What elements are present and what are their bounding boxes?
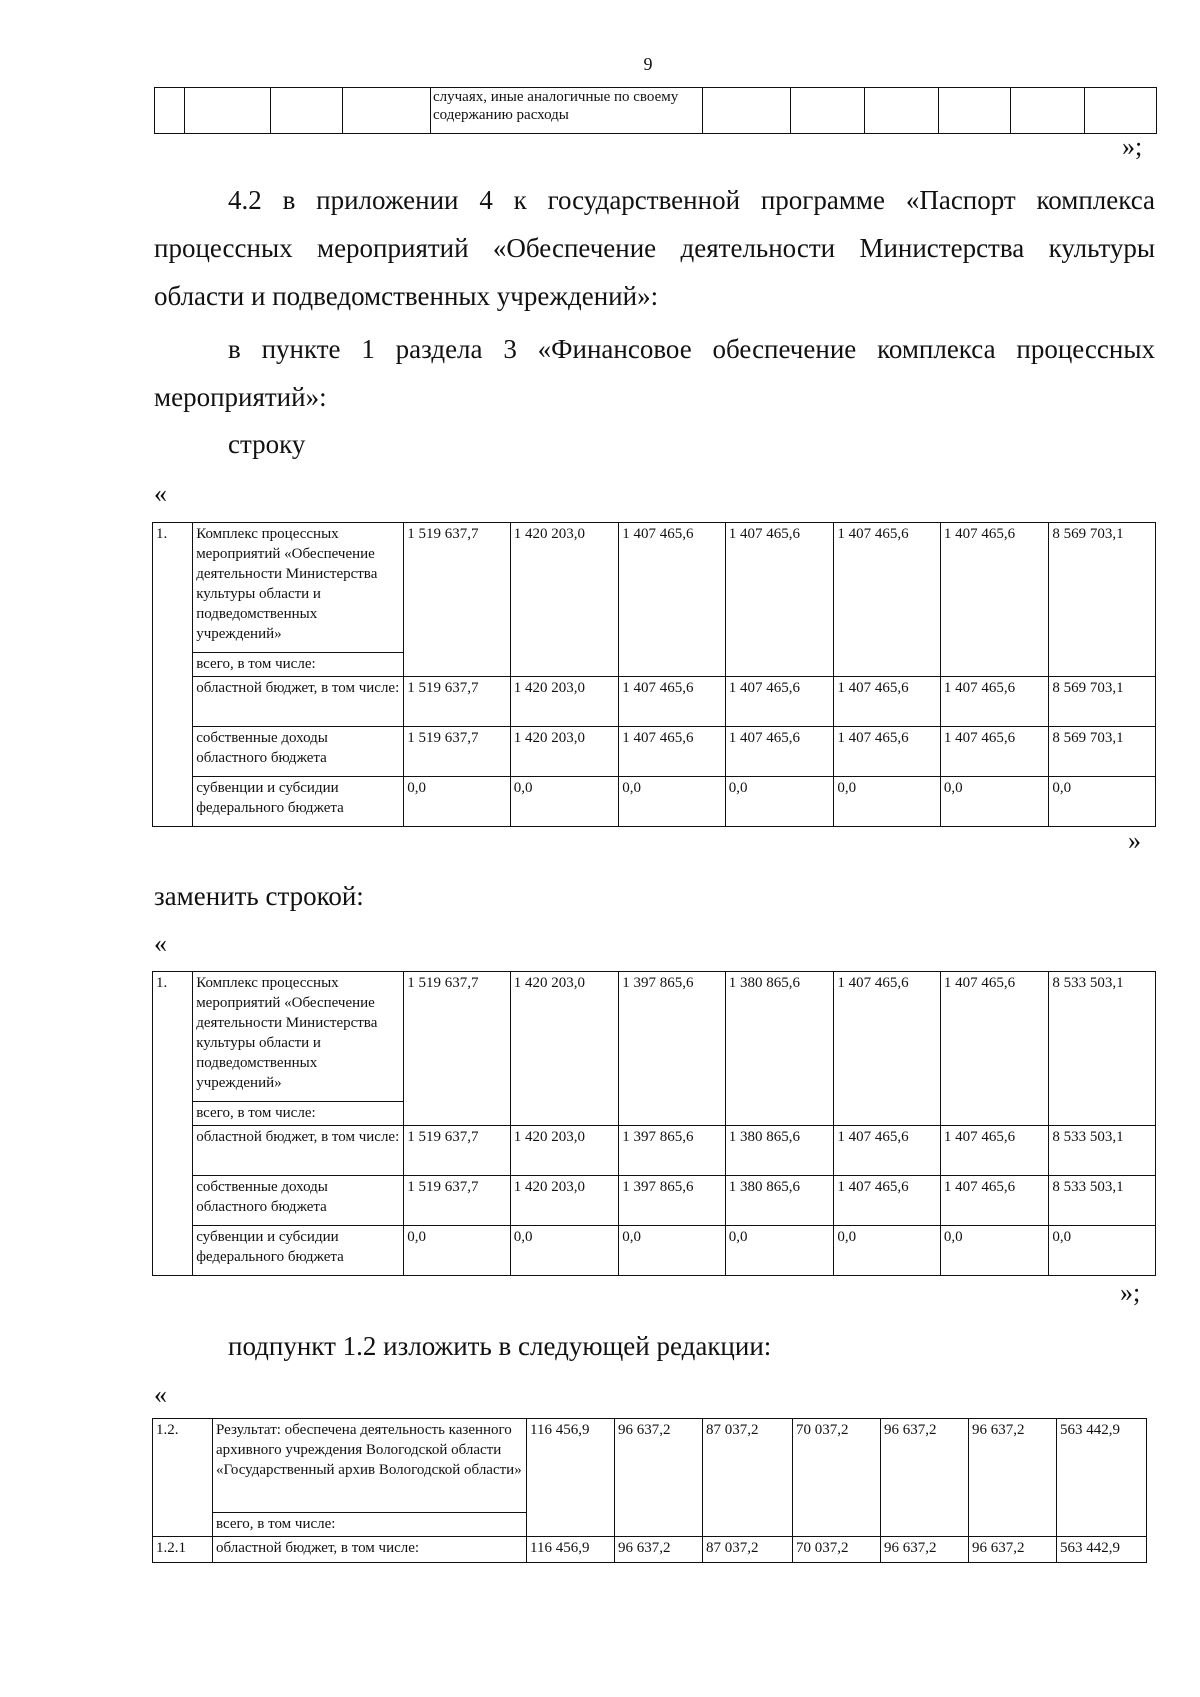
value-cell: 1 407 465,6: [834, 1176, 941, 1226]
empty-cell: [1011, 88, 1085, 134]
empty-cell: [791, 88, 865, 134]
value-cell: 1 407 465,6: [940, 972, 1049, 1126]
value-cell: 1 407 465,6: [834, 727, 941, 777]
value-cell: 1 397 865,6: [619, 1126, 726, 1176]
value-cell: 1 407 465,6: [940, 677, 1049, 727]
value-cell: 8 533 503,1: [1049, 1126, 1156, 1176]
value-cell: 1 407 465,6: [619, 727, 726, 777]
value-cell: 1 397 865,6: [619, 972, 726, 1126]
value-cell: 87 037,2: [703, 1537, 793, 1563]
value-cell: 1 407 465,6: [619, 523, 726, 677]
closing-quote: »;: [1122, 132, 1143, 161]
closing-quote: »;: [1120, 1278, 1141, 1307]
value-cell: 1 519 637,7: [404, 523, 511, 677]
word-line: строку: [228, 429, 306, 459]
value-cell: 1 420 203,0: [510, 972, 619, 1126]
row-number: 1.2.1: [153, 1537, 213, 1563]
value-cell: 96 637,2: [969, 1537, 1057, 1563]
value-cell: 96 637,2: [881, 1419, 969, 1537]
value-cell: 0,0: [619, 777, 726, 827]
value-cell: 1 397 865,6: [619, 1176, 726, 1226]
empty-cell: [155, 88, 185, 134]
value-cell: 0,0: [725, 777, 834, 827]
value-cell: 1 519 637,7: [404, 1126, 511, 1176]
row-number: 1.2.: [153, 1419, 213, 1537]
value-cell: 1 407 465,6: [725, 523, 834, 677]
subtitle-cell: всего, в том числе:: [193, 1102, 404, 1126]
page-number: 9: [643, 54, 653, 74]
value-cell: 0,0: [404, 777, 511, 827]
value-cell: 8 569 703,1: [1049, 727, 1156, 777]
value-cell: 1 519 637,7: [404, 1176, 511, 1226]
value-cell: 1 407 465,6: [940, 1126, 1049, 1176]
row-label: собственные доходы областного бюджета: [193, 727, 404, 777]
value-cell: 1 420 203,0: [510, 727, 619, 777]
value-cell: 87 037,2: [703, 1419, 793, 1537]
closing-quote: »: [1128, 826, 1141, 855]
row-label: субвенции и субсидии федерального бюджета: [193, 777, 404, 827]
empty-cell: [939, 88, 1011, 134]
row-label: областной бюджет, в том числе:: [193, 677, 404, 727]
empty-cell: [865, 88, 939, 134]
row-label: областной бюджет, в том числе:: [193, 1126, 404, 1176]
value-cell: 1 420 203,0: [510, 1126, 619, 1176]
value-cell: 0,0: [510, 1226, 619, 1276]
row-label: собственные доходы областного бюджета: [193, 1176, 404, 1226]
value-cell: 0,0: [725, 1226, 834, 1276]
value-cell: 1 519 637,7: [404, 727, 511, 777]
value-cell: 8 569 703,1: [1049, 523, 1156, 677]
value-cell: 1 407 465,6: [725, 677, 834, 727]
value-cell: 1 380 865,6: [725, 1126, 834, 1176]
value-cell: 0,0: [619, 1226, 726, 1276]
value-cell: 1 420 203,0: [510, 677, 619, 727]
subtitle-cell: всего, в том числе:: [213, 1513, 527, 1537]
value-cell: 1 519 637,7: [404, 677, 511, 727]
complex-name: Комплекс процессных мероприятий «Обеспечение деятельности Министерства культуры области и подведомственных учреждений»: [193, 972, 404, 1102]
subtitle-cell: всего, в том числе:: [193, 653, 404, 677]
value-cell: 1 420 203,0: [510, 1176, 619, 1226]
row-number: 1.: [153, 972, 193, 1276]
empty-cell: [1085, 88, 1157, 134]
paragraph-4-2: [154, 176, 1155, 320]
value-cell: 1 407 465,6: [834, 677, 941, 727]
value-cell: 0,0: [940, 777, 1049, 827]
complex-name: Комплекс процессных мероприятий «Обеспечение деятельности Министерства культуры области и подведомственных учреждений»: [193, 523, 404, 653]
value-cell: 1 407 465,6: [940, 523, 1049, 677]
subpoint-line: подпункт 1.2 изложить в следующей редакции:: [228, 1331, 772, 1361]
row-number: 1.: [153, 523, 193, 827]
value-cell: 1 407 465,6: [940, 1176, 1049, 1226]
paragraph-4-2-text: 4.2 в приложении 4 к государственной программе «Паспорт комплекса процессных мероприятий «Обеспечение деятельности Министерства культуры области и подведомственных учреждений»:: [154, 185, 1155, 311]
value-cell: 8 533 503,1: [1049, 1176, 1156, 1226]
value-cell: 96 637,2: [615, 1537, 703, 1563]
opening-quote: «: [154, 479, 167, 508]
paragraph-section-3-text: в пункте 1 раздела 3 «Финансовое обеспечение комплекса процессных мероприятий»:: [154, 334, 1155, 412]
continuation-text: случаях, иные аналогичные по своему содержанию расходы: [431, 88, 703, 134]
row-label: областной бюджет, в том числе:: [213, 1537, 527, 1563]
value-cell: 1 407 465,6: [940, 727, 1049, 777]
value-cell: 1 519 637,7: [404, 972, 511, 1126]
value-cell: 1 420 203,0: [510, 523, 619, 677]
value-cell: 70 037,2: [793, 1419, 881, 1537]
value-cell: 0,0: [834, 777, 941, 827]
value-cell: 1 407 465,6: [834, 972, 941, 1126]
continuation-table: [154, 87, 1157, 134]
value-cell: 8 569 703,1: [1049, 677, 1156, 727]
empty-cell: [185, 88, 271, 134]
value-cell: 0,0: [1049, 777, 1156, 827]
value-cell: 1 407 465,6: [619, 677, 726, 727]
empty-cell: [271, 88, 343, 134]
value-cell: 1 380 865,6: [725, 972, 834, 1126]
value-cell: 1 380 865,6: [725, 1176, 834, 1226]
opening-quote: «: [154, 929, 167, 958]
old-row-table: [152, 522, 1156, 827]
value-cell: 0,0: [940, 1226, 1049, 1276]
paragraph-section-3: [154, 325, 1155, 421]
value-cell: 8 533 503,1: [1049, 972, 1156, 1126]
value-cell: 1 407 465,6: [725, 727, 834, 777]
value-cell: 1 407 465,6: [834, 523, 941, 677]
row-label: субвенции и субсидии федерального бюджета: [193, 1226, 404, 1276]
value-cell: 0,0: [510, 777, 619, 827]
value-cell: 96 637,2: [881, 1537, 969, 1563]
value-cell: 0,0: [1049, 1226, 1156, 1276]
replace-line: заменить строкой:: [154, 881, 364, 911]
empty-cell: [343, 88, 431, 134]
value-cell: 563 442,9: [1057, 1537, 1147, 1563]
value-cell: 0,0: [834, 1226, 941, 1276]
value-cell: 116 456,9: [527, 1537, 615, 1563]
empty-cell: [703, 88, 791, 134]
opening-quote: «: [154, 1380, 167, 1409]
new-row-table: [152, 971, 1156, 1276]
value-cell: 96 637,2: [615, 1419, 703, 1537]
value-cell: 563 442,9: [1057, 1419, 1147, 1537]
result-name: Результат: обеспечена деятельность казенного архивного учреждения Вологодской области «Государственный архив Вологодской области»: [213, 1419, 527, 1513]
value-cell: 96 637,2: [969, 1419, 1057, 1537]
value-cell: 0,0: [404, 1226, 511, 1276]
value-cell: 70 037,2: [793, 1537, 881, 1563]
value-cell: 116 456,9: [527, 1419, 615, 1537]
result-table: [152, 1418, 1147, 1563]
value-cell: 1 407 465,6: [834, 1126, 941, 1176]
